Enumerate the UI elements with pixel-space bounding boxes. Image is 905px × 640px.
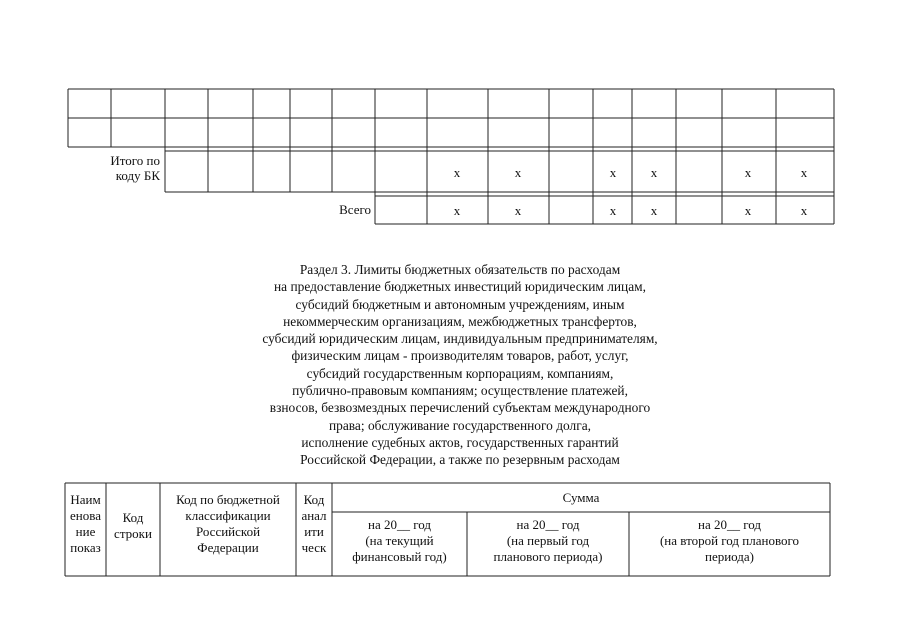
heading-line: права; обслуживание государственного долга, [328, 417, 591, 433]
header-text: енова [70, 508, 101, 523]
header-text: анал [301, 508, 327, 523]
subtotal-label-line1: Итого по [110, 153, 160, 168]
header-text: (на первый год [506, 533, 590, 548]
header-text: (на второй год планового [659, 533, 800, 548]
x-mark: х [800, 165, 808, 180]
header-text: ние [75, 524, 96, 539]
heading-line: исполнение судебных актов, государственных гарантий [301, 434, 619, 450]
header-sum-first-plan-year [467, 517, 629, 565]
header-sum-second-plan-year [629, 517, 830, 565]
header-sum-current-year [332, 517, 467, 565]
x-mark: х [609, 165, 617, 180]
header-text: ческ [301, 540, 327, 555]
header-text: Федерации [197, 540, 259, 555]
header-text: показ [70, 540, 101, 555]
x-mark: х [514, 165, 522, 180]
heading-line: взносов, безвозмездных перечислений субъектам международного [269, 400, 651, 416]
header-text: Код по бюджетной [176, 492, 280, 507]
header-text: на 20__ год [368, 517, 431, 532]
heading-line: субсидий бюджетным и автономным учреждениям, иным [295, 296, 625, 312]
x-mark: х [609, 203, 617, 218]
x-mark: х [514, 203, 522, 218]
header-text: Наим [70, 492, 101, 507]
header-indicator-name [65, 492, 106, 556]
heading-line: Российской Федерации, а также по резервным расходам [300, 452, 620, 468]
header-sum: Сумма [562, 490, 600, 505]
header-analytic-code [296, 492, 332, 556]
heading-line: на предоставление бюджетных инвестиций юридическим лицам, [274, 279, 646, 295]
header-text: классификации [185, 508, 271, 523]
header-text: (на текущий [365, 533, 434, 548]
header-bk-code [160, 492, 296, 556]
subtotal-label-line2: коду БК [115, 168, 160, 183]
header-text: ити [304, 524, 324, 539]
header-text: Российской [195, 524, 261, 539]
heading-line: субсидий юридическим лицам, индивидуальным предпринимателям, [262, 331, 658, 347]
x-mark: х [800, 203, 808, 218]
heading-line: физическим лицам - производителям товаров, работ, услуг, [291, 348, 629, 364]
header-text: периода) [704, 549, 755, 564]
heading-line: Раздел 3. Лимиты бюджетных обязательств по расходам [299, 262, 621, 277]
x-mark: х [453, 203, 461, 218]
heading-line: публично-правовым компаниям; осуществление платежей, [292, 383, 628, 399]
header-row-code [106, 510, 160, 542]
header-text: планового периода) [493, 549, 603, 564]
x-mark: х [744, 165, 752, 180]
header-text: на 20__ год [516, 517, 580, 532]
header-text: Код [303, 492, 325, 507]
x-mark: х [744, 203, 752, 218]
header-text: финансовый год) [352, 549, 447, 564]
header-text: строки [114, 526, 152, 541]
x-mark: х [650, 203, 658, 218]
total-label: Всего [339, 202, 371, 217]
header-text: Код [122, 510, 144, 525]
section-heading [150, 261, 770, 469]
heading-line: субсидий государственным корпорациям, компаниям, [306, 365, 614, 381]
header-text: на 20__ год [698, 517, 761, 532]
subtotal-label [90, 153, 160, 183]
heading-line: некоммерческим организациям, межбюджетных трансфертов, [283, 313, 637, 329]
x-mark: х [453, 165, 461, 180]
x-mark: х [650, 165, 658, 180]
